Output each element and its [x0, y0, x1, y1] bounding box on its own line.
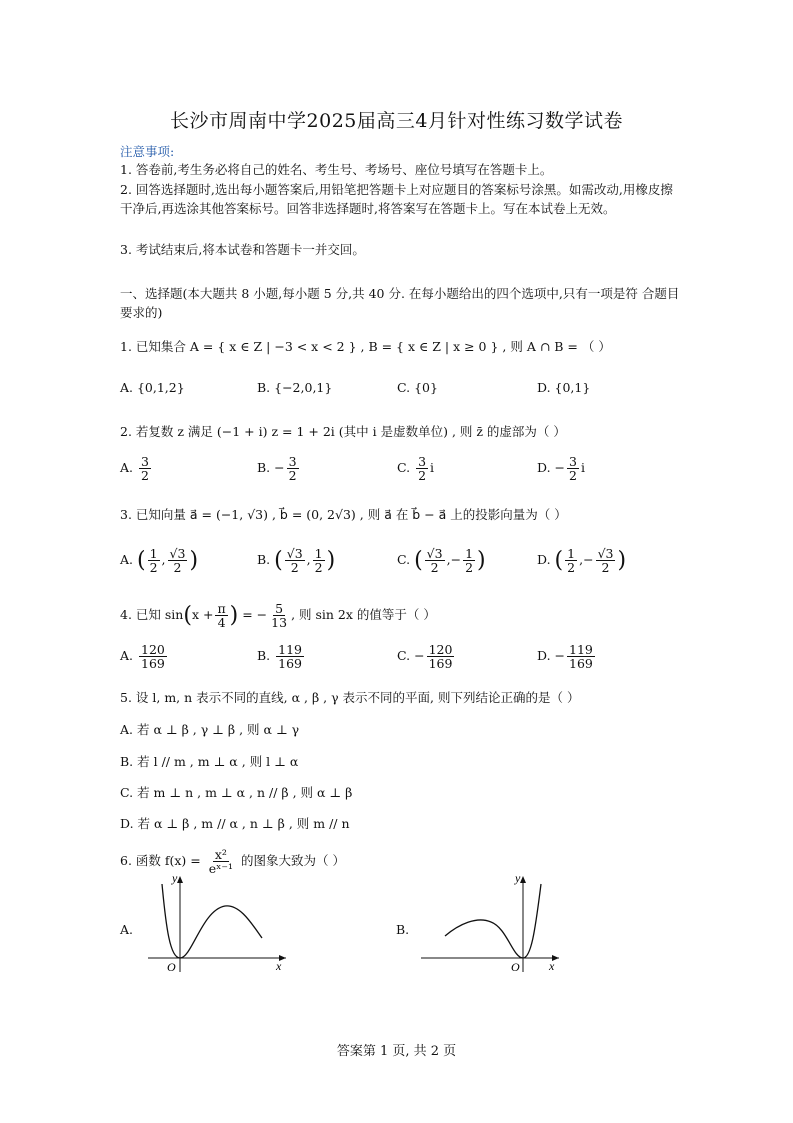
option-letter: B. — [257, 552, 271, 568]
frac-sign: − — [583, 552, 594, 568]
stem-suffix: 的图象大致为（ ） — [241, 853, 346, 869]
notice-item-1: 1. 答卷前,考生务必将自己的姓名、考生号、考场号、座位号填写在答题卡上。 — [120, 162, 553, 177]
frac-num: 1 — [567, 546, 576, 561]
frac-num: 119 — [278, 642, 303, 657]
y-axis-arrow — [520, 876, 526, 883]
question-4-option-c[interactable] — [397, 643, 456, 670]
frac-den: 2 — [567, 560, 576, 576]
notice-item-3: 3. 考试结束后,将本试卷和答题卡一并交回。 — [120, 242, 365, 257]
question-4-option-a[interactable] — [120, 643, 169, 670]
frac-sign: − — [450, 552, 462, 568]
frac-den: 2 — [149, 560, 158, 576]
curve — [445, 884, 541, 958]
frac-den: 2 — [430, 560, 439, 576]
question-2-option-a[interactable] — [120, 455, 153, 482]
frac-den: 169 — [278, 656, 303, 672]
graph-b[interactable] — [415, 872, 565, 977]
question-5-option-a[interactable]: A. 若 α ⊥ β , γ ⊥ β , 则 α ⊥ γ — [120, 722, 300, 737]
frac-num: 1 — [314, 546, 323, 561]
question-2-option-c[interactable] — [397, 455, 434, 482]
question-1-option-a[interactable]: A. {0,1,2} — [120, 380, 185, 395]
question-5-stem: 5. 设 l, m, n 表示不同的直线, α , β , γ 表示不同的平面, 则下列结论正确的是（ ） — [120, 690, 580, 705]
frac-sign: − — [274, 460, 285, 476]
frac-num: √3 — [426, 546, 443, 561]
frac-num: 120 — [428, 642, 453, 657]
question-2-option-d[interactable] — [537, 455, 585, 482]
frac-tail: i — [580, 460, 585, 476]
stem-eq: = − — [242, 607, 268, 623]
frac-den: 2 — [569, 468, 577, 484]
option-letter: A. — [120, 460, 134, 476]
frac-sign: − — [554, 648, 566, 664]
option-letter: D. — [537, 460, 551, 476]
frac-den: 2 — [290, 560, 299, 576]
y-axis-label: y — [515, 871, 521, 885]
frac-den: 2 — [173, 560, 182, 576]
stem-prefix: 6. 函数 f(x) = — [120, 853, 201, 869]
frac-num: 1 — [149, 546, 158, 561]
frac-den: eˣ⁻¹ — [208, 861, 234, 877]
graph-a[interactable] — [140, 872, 290, 977]
x-axis-label: x — [276, 959, 282, 973]
question-1-option-d[interactable]: D. {0,1} — [537, 380, 591, 395]
question-2-stem: 2. 若复数 z 满足 (−1 + i) z = 1 + 2i (其中 i 是虚数单位) , 则 z̄ 的虚部为（ ） — [120, 424, 566, 439]
exam-title: 长沙市周南中学2025届高三4月针对性练习数学试卷 — [170, 110, 623, 132]
notice-heading: 注意事项: — [120, 144, 175, 159]
frac-tail: i — [430, 460, 435, 476]
frac-num: π — [217, 601, 226, 616]
frac-num: √3 — [169, 546, 186, 561]
option-letter: D. — [537, 648, 551, 664]
option-letter: D. — [537, 552, 551, 568]
stem-arg: x + — [191, 607, 214, 623]
frac-den: 2 — [601, 560, 610, 576]
question-3-option-b[interactable]: B. ( $\frac{√3}{2}$ , $\frac{1}{2}$ ) — [257, 546, 336, 576]
frac-num: 119 — [569, 642, 593, 657]
option-letter: C. — [397, 648, 411, 664]
frac-den: 2 — [418, 468, 427, 484]
frac-den: 2 — [465, 560, 474, 576]
origin-label: O — [511, 960, 520, 974]
frac-den: 169 — [569, 656, 593, 672]
origin-label: O — [167, 960, 176, 974]
question-3-option-a[interactable]: A. ( $\frac{1}{2}$ , $\frac{√3}{2}$ ) — [120, 546, 199, 576]
option-letter: A. — [120, 552, 134, 568]
question-5-option-c[interactable]: C. 若 m ⊥ n , m ⊥ α , n // β , 则 α ⊥ β — [120, 785, 353, 800]
frac-num: 3 — [141, 454, 149, 469]
frac-den: 13 — [271, 615, 288, 631]
curve — [162, 884, 262, 958]
stem-prefix: 4. 已知 sin — [120, 607, 184, 623]
frac-num: √3 — [597, 546, 614, 561]
notice-item-2: 2. 回答选择题时,选出每小题答案后,用铅笔把答题卡上对应题目的答案标号涂黑。如需改动,用橡皮擦干净后,再选涂其他答案标号。回答非选择题时,将答案写在答题卡上。写在本试卷上无效。 — [120, 182, 673, 216]
y-axis-label: y — [172, 871, 178, 885]
option-letter: C. — [397, 552, 411, 568]
option-letter: C. — [397, 460, 411, 476]
question-6-option-a[interactable]: A. — [120, 922, 134, 937]
frac-num: 3 — [569, 454, 577, 469]
frac-num: 3 — [418, 454, 427, 469]
y-axis-arrow — [177, 876, 183, 883]
question-4-stem: 4. 已知 sin(x + $\frac{\pi}{4}$ ) = − $\frac{5}{13}$ , 则 sin 2x 的值等于（ ） — [120, 601, 436, 631]
question-3-stem: 3. 已知向量 a⃗ = (−1, √3) , b⃗ = (0, 2√3) , 则 a⃗ 在 b⃗ − a⃗ 上的投影向量为（ ） — [120, 507, 567, 522]
frac-den: 2 — [314, 560, 323, 576]
question-4-option-d[interactable] — [537, 643, 597, 670]
question-3-option-d[interactable]: D. ( $\frac{1}{2}$ ,− $\frac{√3}{2}$ ) — [537, 546, 627, 576]
question-2-option-b[interactable] — [257, 455, 301, 482]
question-1-stem: 1. 已知集合 A = { x ∈ Z | −3 < x < 2 } , B = { x ∈ Z | x ≥ 0 } , 则 A ∩ B = （ ） — [120, 339, 611, 354]
x-axis-label: x — [549, 959, 555, 973]
frac-num: 1 — [465, 546, 474, 561]
option-letter: B. — [257, 460, 271, 476]
page-footer: 答案第 1 页, 共 2 页 — [336, 1044, 457, 1059]
question-3-option-c[interactable]: C. ( $\frac{√3}{2}$ ,− $\frac{1}{2}$ ) — [397, 546, 486, 576]
frac-den: 2 — [141, 468, 149, 484]
frac-den: 169 — [428, 656, 453, 672]
section-intro: 一、选择题(本大题共 8 小题,每小题 5 分,共 40 分. 在每小题给出的四个选项中,只有一项是符 合题目要求的) — [120, 286, 680, 320]
frac-num: 5 — [275, 601, 284, 616]
frac-sign: − — [554, 460, 566, 476]
frac-den: 2 — [288, 468, 297, 484]
question-1-option-c[interactable]: C. {0} — [397, 380, 438, 395]
frac-num: 120 — [141, 642, 165, 657]
frac-sign: − — [414, 648, 425, 664]
option-letter: B. — [257, 648, 271, 664]
question-6-option-b[interactable]: B. — [396, 922, 410, 937]
frac-num: 3 — [288, 454, 297, 469]
question-5-option-d[interactable]: D. 若 α ⊥ β , m // α , n ⊥ β , 则 m // n — [120, 816, 350, 831]
option-letter: A. — [120, 648, 134, 664]
frac-den: 4 — [217, 615, 226, 631]
frac-num: x² — [214, 847, 227, 862]
frac-den: 169 — [141, 656, 165, 672]
question-4-option-b[interactable] — [257, 643, 306, 670]
frac-num: √3 — [286, 546, 303, 561]
stem-suffix: , 则 sin 2x 的值等于（ ） — [291, 607, 436, 623]
question-5-option-b[interactable]: B. 若 l // m , m ⊥ α , 则 l ⊥ α — [120, 754, 299, 769]
question-1-option-b[interactable]: B. {−2,0,1} — [257, 380, 333, 395]
